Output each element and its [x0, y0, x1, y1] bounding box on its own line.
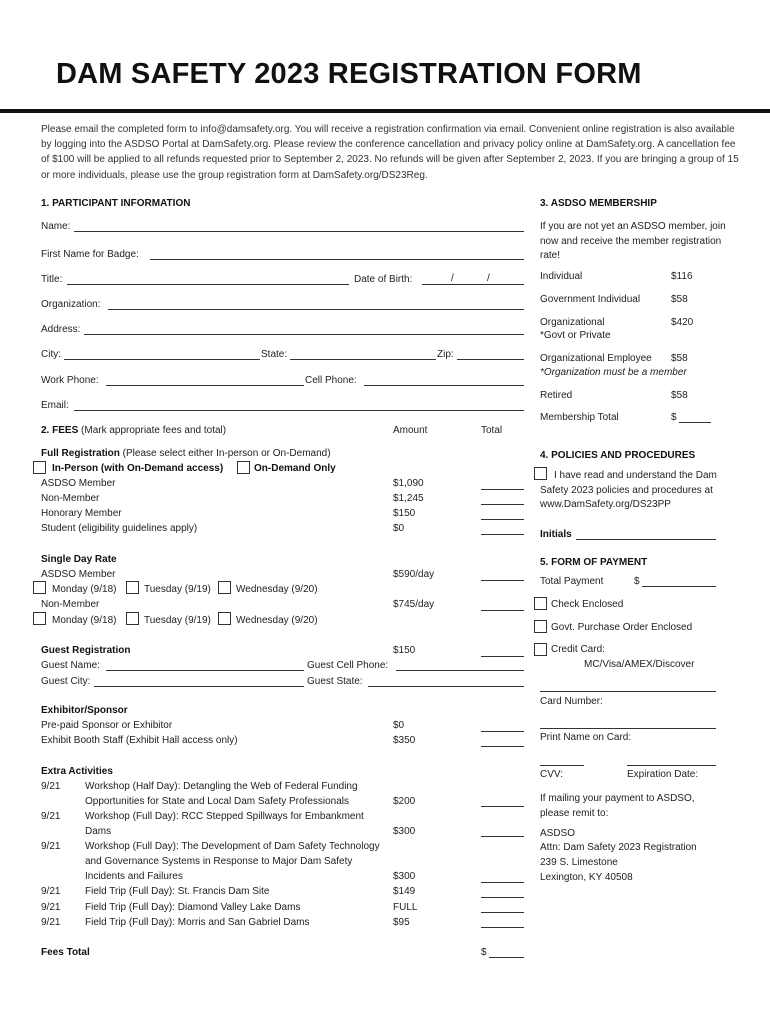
work-phone-field[interactable]: [106, 385, 304, 386]
on-demand-label: On-Demand Only: [254, 463, 336, 474]
dob-label: Date of Birth:: [354, 274, 413, 285]
exhibitor-item-amount: $0: [393, 720, 405, 731]
day-label: Monday (9/18): [52, 584, 117, 595]
fee-total-field[interactable]: [481, 882, 524, 883]
activity-amount: $300: [393, 871, 416, 882]
single-day-heading: Single Day Rate: [41, 554, 117, 565]
email-label: Email:: [41, 400, 69, 411]
fees-heading: [41, 425, 226, 436]
membership-price: $58: [671, 390, 688, 401]
in-person-label: In-Person (with On-Demand access): [52, 463, 224, 474]
initials-field[interactable]: [576, 539, 716, 540]
single-day-nonmember-amount: $745/day: [393, 599, 435, 610]
fee-item-amount: $0: [393, 523, 405, 534]
activity-amount: $95: [393, 917, 410, 928]
name-on-card-label: Print Name on Card:: [540, 732, 632, 743]
fees-total-symbol: $: [481, 947, 487, 958]
form-title: DAM SAFETY 2023 REGISTRATION FORM: [56, 58, 642, 90]
email-field[interactable]: [74, 410, 524, 411]
member-wednesday-checkbox[interactable]: [218, 581, 231, 594]
title-label: Title:: [41, 274, 63, 285]
credit-card-checkbox[interactable]: [534, 643, 547, 656]
fee-total-field[interactable]: [481, 912, 524, 913]
membership-type: Organizational Employee: [540, 353, 652, 364]
day-label: Tuesday (9/19): [144, 615, 211, 626]
fee-item-amount: $1,090: [393, 478, 424, 489]
membership-note: *Organization must be a member: [540, 367, 687, 378]
city-label: City:: [41, 349, 61, 360]
full-registration-heading: [41, 448, 331, 459]
fees-heading-number: 2. FEES: [41, 425, 79, 436]
cell-phone-label: Cell Phone:: [305, 375, 357, 386]
zip-field[interactable]: [457, 359, 524, 360]
day-label: Wednesday (9/20): [236, 615, 318, 626]
activity-amount: FULL: [393, 902, 418, 913]
badge-label: First Name for Badge:: [41, 249, 139, 260]
membership-total-symbol: $: [671, 412, 677, 423]
fee-total-field[interactable]: [481, 489, 524, 490]
activity-date: 9/21: [41, 902, 61, 913]
name-on-card-field[interactable]: [540, 728, 716, 729]
fee-total-field[interactable]: [481, 836, 524, 837]
exhibitor-item-label: Exhibit Booth Staff (Exhibit Hall access only): [41, 735, 238, 746]
single-day-nonmember-label: Non-Member: [41, 599, 100, 610]
expiration-label: Expiration Date:: [627, 769, 699, 780]
membership-intro: If you are not yet an ASDSO member, join now and receive the member registration rate!: [540, 221, 726, 261]
amount-column-header: Amount: [393, 425, 428, 436]
activity-description: Dams: [85, 826, 112, 837]
dob-slash: /: [451, 273, 454, 284]
name-field[interactable]: [74, 231, 524, 232]
day-label: Monday (9/18): [52, 615, 117, 626]
exhibitor-heading: Exhibitor/Sponsor: [41, 705, 128, 716]
fee-total-field[interactable]: [481, 927, 524, 928]
mailing-address-line: 239 S. Limestone: [540, 857, 618, 868]
single-day-member-label: ASDSO Member: [41, 569, 116, 580]
membership-price: $420: [671, 317, 694, 328]
activity-description: Opportunities for State and Local Dam Safety Professionals: [85, 796, 350, 807]
guest-name-field[interactable]: [106, 670, 304, 671]
fees-total-field[interactable]: [489, 957, 524, 958]
address-field[interactable]: [84, 334, 524, 335]
state-field[interactable]: [290, 359, 436, 360]
membership-type: Retired: [540, 390, 573, 401]
fee-total-field[interactable]: [481, 897, 524, 898]
single-day-member-amount: $590/day: [393, 569, 435, 580]
cell-phone-field[interactable]: [364, 385, 524, 386]
day-label: Tuesday (9/19): [144, 584, 211, 595]
total-payment-field[interactable]: [642, 586, 716, 587]
fees-heading-note: (Mark appropriate fees and total): [78, 425, 227, 436]
city-field[interactable]: [64, 359, 260, 360]
intro-paragraph: Please email the completed form to info@damsafety.org. You will receive a registration confirmation via email. Convenient online registration is also available by logging into the ASDSO Portal at DamSafety.org. Please review the conference cancellation and privacy policy online at DamSafety.org. A cancellation fee of $100 will be applied to all refunds requested prior to September 2, 2023. No refunds will be given after September 2, 2023. If you are bringing a group of 15 or more individuals, please use the group registration form at DamSafety.org/DS23Reg.: [41, 124, 739, 181]
address-label: Address:: [41, 324, 81, 335]
zip-label: Zip:: [437, 349, 454, 360]
membership-price: $58: [671, 294, 688, 305]
title-field[interactable]: [67, 284, 349, 285]
fee-total-field[interactable]: [481, 519, 524, 520]
participant-heading: 1. PARTICIPANT INFORMATION: [41, 198, 191, 209]
activity-description: Field Trip (Full Day): Morris and San Gabriel Dams: [85, 917, 310, 928]
membership-type: Organizational: [540, 317, 605, 328]
total-payment-symbol: $: [634, 576, 640, 587]
activity-description: Workshop (Full Day): RCC Stepped Spillways for Embankment: [85, 811, 364, 822]
guest-state-field[interactable]: [368, 686, 524, 687]
fee-total-field[interactable]: [481, 534, 524, 535]
name-label: Name:: [41, 221, 71, 232]
card-number-label: Card Number:: [540, 696, 603, 707]
on-demand-checkbox[interactable]: [237, 461, 250, 474]
activity-date: 9/21: [41, 886, 61, 897]
activity-description: Field Trip (Full Day): St. Francis Dam Site: [85, 886, 270, 897]
fee-item-label: Honorary Member: [41, 508, 122, 519]
in-person-checkbox[interactable]: [33, 461, 46, 474]
title-divider: [0, 109, 770, 113]
activity-description: Workshop (Half Day): Detangling the Web of Federal Funding: [85, 781, 358, 792]
membership-type: Government Individual: [540, 294, 641, 305]
purchase-order-label: Govt. Purchase Order Enclosed: [551, 622, 693, 633]
activity-description: Workshop (Full Day): The Development of Dam Safety Technology: [85, 841, 380, 852]
activity-amount: $300: [393, 826, 416, 837]
nonmember-monday-checkbox[interactable]: [33, 612, 46, 625]
credit-card-label: Credit Card:: [551, 644, 605, 655]
organization-field[interactable]: [108, 309, 524, 310]
mailing-address-line: Attn: Dam Safety 2023 Registration: [540, 842, 697, 853]
member-tuesday-checkbox[interactable]: [126, 581, 139, 594]
member-monday-checkbox[interactable]: [33, 581, 46, 594]
exhibitor-item-label: Pre-paid Sponsor or Exhibitor: [41, 720, 173, 731]
guest-name-label: Guest Name:: [41, 660, 100, 671]
check-enclosed-checkbox[interactable]: [534, 597, 547, 610]
membership-price: $116: [671, 271, 693, 282]
guest-state-label: Guest State:: [307, 676, 363, 687]
activity-date: 9/21: [41, 917, 61, 928]
guest-cell-field[interactable]: [396, 670, 524, 671]
day-label: Wednesday (9/20): [236, 584, 318, 595]
state-label: State:: [261, 349, 288, 360]
fee-total-field[interactable]: [481, 731, 524, 732]
activity-date: 9/21: [41, 841, 61, 852]
expiration-field[interactable]: [627, 765, 716, 766]
membership-price: $58: [671, 353, 688, 364]
initials-label: Initials: [540, 529, 572, 540]
organization-label: Organization:: [41, 299, 101, 310]
work-phone-label: Work Phone:: [41, 375, 99, 386]
full-registration-title: Full Registration: [41, 448, 120, 459]
fee-item-label: ASDSO Member: [41, 478, 116, 489]
fee-item-amount: $150: [393, 508, 416, 519]
payment-heading: 5. FORM OF PAYMENT: [540, 557, 648, 568]
fee-total-field[interactable]: [481, 806, 524, 807]
guest-amount: $150: [393, 645, 416, 656]
guest-cell-label: Guest Cell Phone:: [307, 660, 389, 671]
dob-field[interactable]: [422, 284, 524, 285]
badge-name-field[interactable]: [150, 259, 524, 260]
dob-slash: /: [487, 273, 490, 284]
cvv-field[interactable]: [540, 765, 584, 766]
membership-note: *Govt or Private: [540, 330, 611, 341]
mailing-address-line: Lexington, KY 40508: [540, 872, 633, 883]
guest-city-field[interactable]: [94, 686, 304, 687]
exhibitor-item-amount: $350: [393, 735, 416, 746]
activity-date: 9/21: [41, 811, 61, 822]
total-payment-label: Total Payment: [540, 576, 604, 587]
fee-total-field[interactable]: [481, 746, 524, 747]
fees-total-label: Fees Total: [41, 947, 90, 958]
nonmember-wednesday-checkbox[interactable]: [218, 612, 231, 625]
activity-date: 9/21: [41, 781, 61, 792]
purchase-order-checkbox[interactable]: [534, 620, 547, 633]
fee-total-field[interactable]: [481, 656, 524, 657]
policies-text: I have read and understand the Dam Safety 2023 policies and procedures at www.DamSafety.org/DS23PP: [540, 470, 717, 510]
fee-item-label: Student (eligibility guidelines apply): [41, 523, 198, 534]
mailing-address-line: ASDSO: [540, 828, 576, 839]
extra-activities-heading: Extra Activities: [41, 766, 113, 777]
guest-heading: Guest Registration: [41, 645, 131, 656]
full-registration-note: (Please select either In-person or On-Demand): [119, 448, 331, 459]
membership-heading: 3. ASDSO MEMBERSHIP: [540, 198, 657, 209]
card-number-field[interactable]: [540, 691, 716, 692]
nonmember-tuesday-checkbox[interactable]: [126, 612, 139, 625]
fee-total-field[interactable]: [481, 580, 524, 581]
membership-total-field[interactable]: [679, 422, 711, 423]
policies-heading: 4. POLICIES AND PROCEDURES: [540, 450, 696, 461]
activity-amount: $200: [393, 796, 416, 807]
cvv-label: CVV:: [540, 769, 563, 780]
membership-type: Individual: [540, 271, 583, 282]
total-column-header: Total: [481, 425, 503, 436]
mail-payment-note: If mailing your payment to ASDSO, please remit to:: [540, 793, 695, 819]
activity-description: and Governance Systems in Response to Major Dam Safety: [85, 856, 353, 867]
fee-item-label: Non-Member: [41, 493, 100, 504]
card-types: MC/Visa/AMEX/Discover: [584, 659, 695, 670]
guest-city-label: Guest City:: [41, 676, 91, 687]
activity-amount: $149: [393, 886, 416, 897]
membership-total-label: Membership Total: [540, 412, 619, 423]
activity-description: Field Trip (Full Day): Diamond Valley Lake Dams: [85, 902, 301, 913]
check-enclosed-label: Check Enclosed: [551, 599, 624, 610]
fee-total-field[interactable]: [481, 504, 524, 505]
fee-total-field[interactable]: [481, 610, 524, 611]
activity-description: Incidents and Failures: [85, 871, 183, 882]
fee-item-amount: $1,245: [393, 493, 424, 504]
